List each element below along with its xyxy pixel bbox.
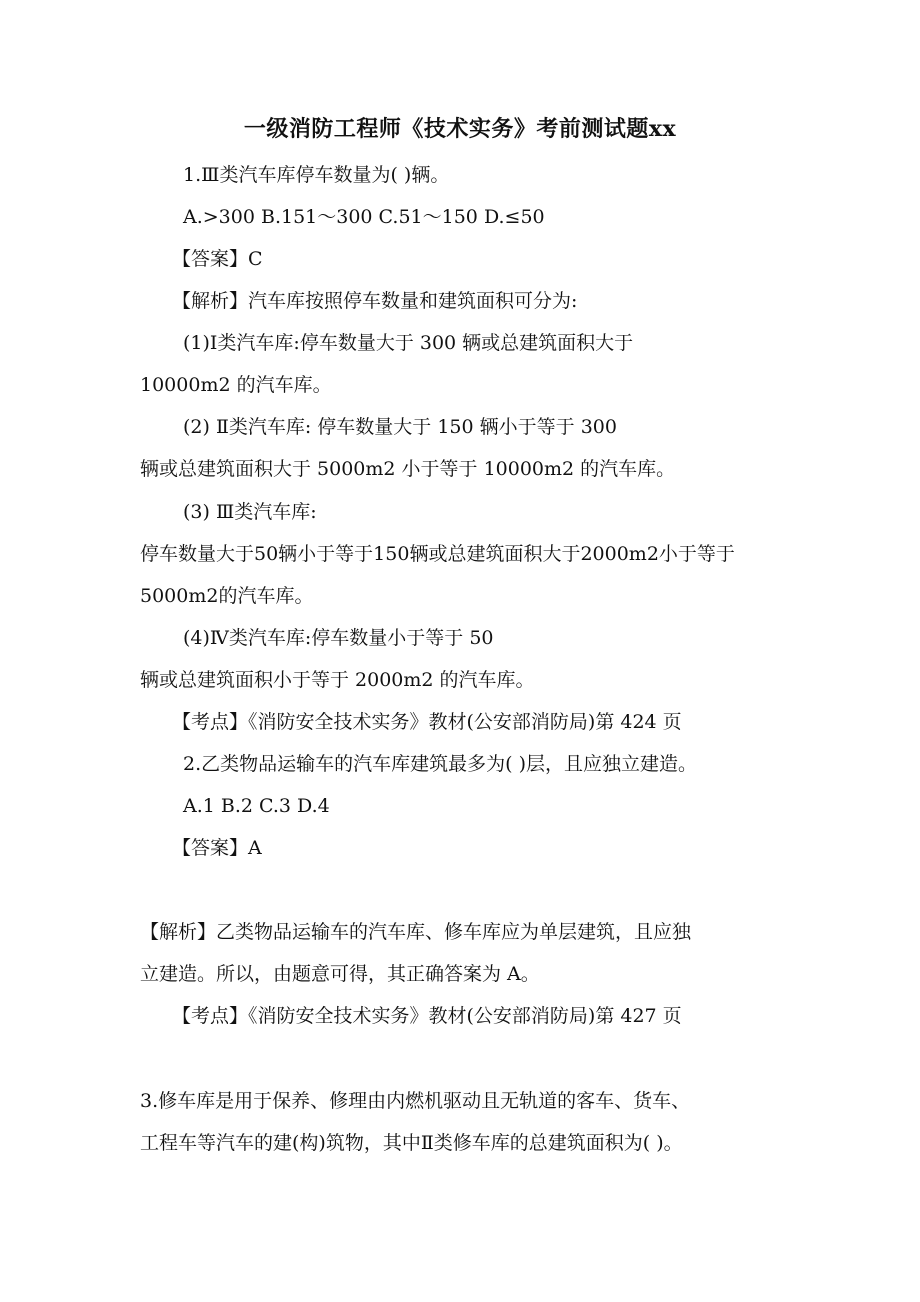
question-1-options: A.>300 B.151～300 C.51～150 D.≤50 — [183, 206, 545, 228]
analysis-item-1: (1)Ⅰ类汽车库:停车数量大于 300 辆或总建筑面积大于 — [183, 332, 634, 354]
analysis-item-4-cont: 辆或总建筑面积小于等于 2000m2 的汽车库。 — [140, 669, 535, 691]
question-1-answer: 【答案】C — [172, 248, 263, 270]
document-title: 一级消防工程师《技术实务》考前测试题xx — [243, 116, 677, 142]
question-1-text: 1.Ⅲ类汽车库停车数量为( )辆。 — [183, 164, 450, 186]
analysis-item-3: (3) Ⅲ类汽车库: — [183, 501, 317, 523]
analysis-item-3-cont: 停车数量大于50辆小于等于150辆或总建筑面积大于2000m2小于等于 — [140, 543, 735, 565]
analysis-item-2: (2) Ⅱ类汽车库: 停车数量大于 150 辆小于等于 300 — [183, 416, 617, 438]
analysis-item-4: (4)Ⅳ类汽车库:停车数量小于等于 50 — [183, 627, 494, 649]
question-1-reference: 【考点】《消防安全技术实务》教材(公安部消防局)第 424 页 — [172, 711, 682, 733]
question-3-text: 3.修车库是用于保养、修理由内燃机驱动且无轨道的客车、货车、 — [140, 1090, 691, 1112]
question-2-analysis: 【解析】乙类物品运输车的汽车库、修车库应为单层建筑，且应独 — [140, 921, 692, 943]
question-2-reference: 【考点】《消防安全技术实务》教材(公安部消防局)第 427 页 — [172, 1005, 682, 1027]
analysis-item-3-end: 5000m2的汽车库。 — [140, 585, 314, 607]
question-1-analysis-intro: 【解析】汽车库按照停车数量和建筑面积可分为: — [172, 290, 578, 312]
analysis-item-2-cont: 辆或总建筑面积大于 5000m2 小于等于 10000m2 的汽车库。 — [140, 458, 676, 480]
analysis-item-1-cont: 10000m2 的汽车库。 — [140, 374, 332, 396]
question-2-answer: 【答案】A — [172, 837, 262, 859]
question-2-analysis-cont: 立建造。所以，由题意可得，其正确答案为 A。 — [140, 963, 540, 985]
question-2-options: A.1 B.2 C.3 D.4 — [183, 795, 330, 817]
question-3-text-cont: 工程车等汽车的建(构)筑物，其中Ⅱ类修车库的总建筑面积为( )。 — [140, 1132, 683, 1154]
question-2-text: 2.乙类物品运输车的汽车库建筑最多为( )层，且应独立建造。 — [183, 753, 697, 775]
